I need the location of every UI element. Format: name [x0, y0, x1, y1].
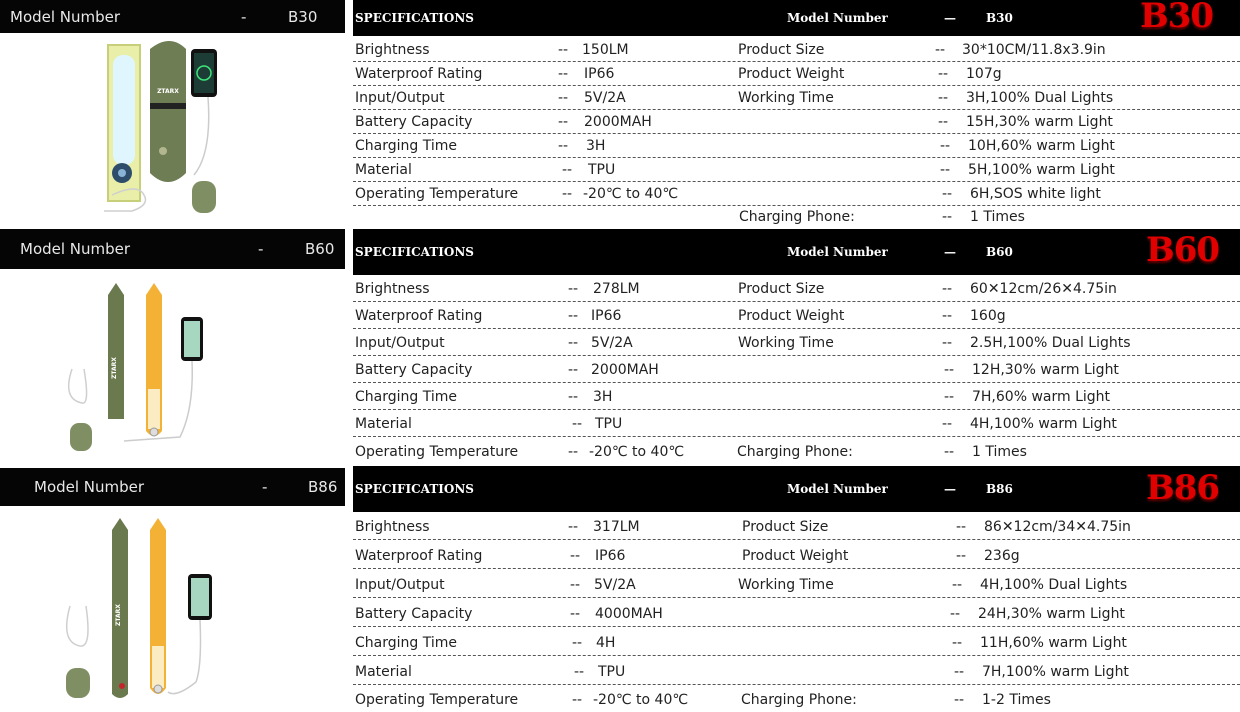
- spec-separator-right: --: [938, 89, 949, 106]
- spec-value: 278LM: [593, 281, 640, 297]
- product-image-b30: [0, 33, 345, 227]
- spec-row: [353, 304, 1240, 329]
- spec-value: TPU: [598, 663, 626, 680]
- model-bar-label: Model Number: [34, 478, 145, 496]
- spec-separator: --: [568, 335, 579, 351]
- spec-separator: --: [562, 185, 573, 202]
- spec-row: [353, 182, 1240, 206]
- big-model-label: B30: [1140, 0, 1214, 36]
- header-dash: —: [944, 482, 956, 496]
- spec-value: 5V/2A: [594, 576, 636, 593]
- spec-separator: --: [568, 518, 579, 535]
- spec-row: [353, 277, 1240, 302]
- spec-separator-right: --: [942, 281, 953, 297]
- spec-label-right: Product Weight: [742, 547, 849, 564]
- spec-label-right: Product Size: [742, 518, 829, 535]
- spec-separator: --: [568, 389, 579, 405]
- spec-header: [353, 466, 1240, 512]
- brand-print: ZTARX: [111, 357, 118, 379]
- spec-separator-right: --: [952, 634, 963, 651]
- spec-value-right: 236g: [984, 547, 1020, 564]
- spec-value: 150LM: [582, 41, 629, 58]
- spec-label: Brightness: [355, 41, 430, 58]
- spec-value: 5V/2A: [584, 89, 626, 106]
- spec-label: Input/Output: [355, 89, 445, 106]
- spec-label: Waterproof Rating: [355, 65, 483, 82]
- spec-separator-right: --: [942, 185, 953, 202]
- spec-separator: --: [562, 161, 573, 178]
- spec-value: -20℃ to 40℃: [589, 443, 685, 460]
- spec-value: TPU: [588, 161, 616, 178]
- spec-label: Charging Time: [355, 389, 457, 405]
- spec-row: [353, 572, 1240, 598]
- model-bar-b86: [0, 468, 345, 506]
- spec-value: 3H: [586, 137, 606, 154]
- spec-value: IP66: [584, 65, 615, 82]
- spec-value: 317LM: [593, 518, 640, 535]
- header-model-label: Model Number: [787, 482, 888, 496]
- spec-separator: --: [572, 416, 583, 432]
- spec-value: TPU: [595, 416, 623, 432]
- spec-label-right: Product Weight: [738, 308, 845, 324]
- spec-label-right: Charging Phone:: [737, 443, 853, 460]
- spec-value: IP66: [591, 308, 622, 324]
- spec-value-right: 4H,100% warm Light: [970, 416, 1117, 432]
- spec-row: [353, 110, 1240, 134]
- spec-value-right: 4H,100% Dual Lights: [980, 576, 1128, 593]
- spec-value-right: 1 Times: [970, 208, 1025, 225]
- spec-separator: --: [570, 547, 581, 564]
- spec-block-b86: [353, 466, 1240, 712]
- spec-row: [353, 38, 1240, 62]
- spec-separator: --: [574, 663, 585, 680]
- spec-value: 5V/2A: [591, 335, 633, 351]
- spec-value-right: 107g: [966, 65, 1002, 82]
- spec-separator-right: --: [942, 308, 953, 324]
- spec-label: Material: [355, 161, 412, 178]
- spec-separator: --: [558, 113, 569, 130]
- spec-label: Battery Capacity: [355, 362, 473, 378]
- spec-label: Input/Output: [355, 576, 445, 593]
- spec-row: [353, 543, 1240, 569]
- spec-value-right: 15H,30% warm Light: [966, 113, 1113, 130]
- model-bar-label: Model Number: [20, 240, 131, 258]
- spec-value-right: 11H,60% warm Light: [980, 634, 1127, 651]
- spec-value-right: 5H,100% warm Light: [968, 161, 1115, 178]
- spec-row: [353, 134, 1240, 158]
- spec-value: 4H: [596, 634, 616, 651]
- spec-value-right: 7H,100% warm Light: [982, 663, 1129, 680]
- brand-print: ZTARX: [157, 88, 179, 95]
- spec-separator-right: --: [944, 443, 955, 460]
- spec-label-right: Charging Phone:: [741, 692, 857, 708]
- spec-value-right: 1 Times: [972, 443, 1027, 460]
- spec-row: [353, 514, 1240, 540]
- spec-separator: --: [568, 281, 579, 297]
- spec-value-right: 24H,30% warm Light: [978, 605, 1125, 622]
- spec-separator-right: --: [956, 518, 967, 535]
- specifications-label: SPECIFICATIONS: [355, 245, 474, 259]
- spec-value: 4000MAH: [595, 605, 663, 622]
- spec-label-right: Working Time: [738, 335, 834, 351]
- spec-separator-right: --: [944, 389, 955, 405]
- spec-label: Operating Temperature: [355, 443, 519, 460]
- spec-label-right: Product Weight: [738, 65, 845, 82]
- spec-header: [353, 0, 1240, 36]
- spec-separator: --: [570, 605, 581, 622]
- spec-value-right: 7H,60% warm Light: [972, 389, 1111, 405]
- spec-value-right: 1-2 Times: [982, 692, 1051, 708]
- spec-separator: --: [568, 362, 579, 378]
- spec-separator: --: [558, 41, 569, 58]
- spec-label-right: Working Time: [738, 89, 834, 106]
- spec-row: [353, 601, 1240, 627]
- spec-value: -20℃ to 40℃: [583, 185, 679, 202]
- spec-separator-right: --: [956, 547, 967, 564]
- spec-row: [353, 385, 1240, 410]
- spec-separator-right: --: [938, 113, 949, 130]
- spec-separator-right: --: [940, 161, 951, 178]
- spec-row: [353, 331, 1240, 356]
- model-bar-label: Model Number: [10, 7, 121, 26]
- big-model-label: B60: [1146, 230, 1220, 270]
- spec-label-right: Charging Phone:: [739, 208, 855, 225]
- spec-separator: --: [558, 89, 569, 106]
- header-model: B30: [986, 11, 1013, 25]
- spec-separator-right: --: [942, 208, 953, 225]
- spec-separator: --: [572, 692, 583, 708]
- specifications-label: SPECIFICATIONS: [355, 482, 474, 496]
- header-model: B60: [986, 245, 1013, 259]
- spec-separator-right: --: [950, 605, 961, 622]
- spec-separator: --: [572, 634, 583, 651]
- spec-value: 3H: [593, 389, 613, 405]
- spec-label: Waterproof Rating: [355, 547, 483, 564]
- spec-block-b30: [353, 0, 1240, 228]
- spec-value-right: 86✕12cm/34✕4.75in: [984, 518, 1131, 535]
- model-bar-model: B86: [308, 478, 338, 496]
- spec-separator: --: [570, 576, 581, 593]
- spec-separator: --: [568, 443, 579, 460]
- header-model-label: Model Number: [787, 245, 888, 259]
- spec-separator-right: --: [938, 65, 949, 82]
- spec-separator-right: --: [954, 692, 965, 708]
- header-dash: —: [944, 245, 956, 259]
- spec-row: [353, 412, 1240, 437]
- spec-row: [353, 439, 1240, 464]
- spec-label-right: Product Size: [738, 41, 825, 58]
- spec-row: [353, 630, 1240, 656]
- product-image-b86: [0, 506, 345, 712]
- spec-row: [353, 688, 1240, 712]
- spec-label: Brightness: [355, 518, 430, 535]
- spec-separator: --: [568, 308, 579, 324]
- spec-separator-right: --: [944, 362, 955, 378]
- spec-label: Operating Temperature: [355, 185, 519, 202]
- spec-value: 2000MAH: [591, 362, 659, 378]
- model-bar-dash: -: [262, 478, 268, 496]
- spec-value: IP66: [595, 547, 626, 564]
- model-bar-model: B30: [288, 7, 318, 26]
- spec-value-right: 3H,100% Dual Lights: [966, 89, 1114, 106]
- big-model-label: B86: [1146, 468, 1220, 508]
- spec-label-right: Working Time: [738, 576, 834, 593]
- spec-row: [353, 659, 1240, 685]
- spec-separator-right: --: [952, 576, 963, 593]
- spec-label: Charging Time: [355, 137, 457, 154]
- spec-label: Operating Temperature: [355, 692, 519, 708]
- spec-value-right: 10H,60% warm Light: [968, 137, 1115, 154]
- spec-value: -20℃ to 40℃: [593, 692, 689, 708]
- model-bar-b60: [0, 229, 345, 269]
- spec-separator-right: --: [954, 663, 965, 680]
- spec-row: [353, 86, 1240, 110]
- spec-row: [353, 206, 1240, 227]
- spec-value-right: 60✕12cm/26✕4.75in: [970, 281, 1117, 297]
- brand-print: ZTARX: [115, 604, 122, 626]
- spec-separator-right: --: [942, 416, 953, 432]
- spec-separator-right: --: [935, 41, 946, 58]
- model-bar-model: B60: [305, 240, 335, 258]
- model-bar-dash: -: [258, 240, 264, 258]
- product-image-b60: [0, 269, 345, 464]
- spec-value-right: 30*10CM/11.8x3.9in: [962, 41, 1106, 58]
- model-bar-dash: -: [241, 7, 247, 26]
- spec-label: Input/Output: [355, 335, 445, 351]
- spec-separator-right: --: [940, 137, 951, 154]
- spec-value-right: 6H,SOS white light: [970, 185, 1101, 202]
- spec-separator: --: [558, 137, 569, 154]
- spec-value: 2000MAH: [584, 113, 652, 130]
- spec-label: Charging Time: [355, 634, 457, 651]
- spec-value-right: 160g: [970, 308, 1006, 324]
- spec-label: Material: [355, 663, 412, 680]
- spec-label-right: Product Size: [738, 281, 825, 297]
- spec-row: [353, 358, 1240, 383]
- spec-label: Battery Capacity: [355, 113, 473, 130]
- spec-separator-right: --: [942, 335, 953, 351]
- header-model-label: Model Number: [787, 11, 888, 25]
- spec-label: Waterproof Rating: [355, 308, 483, 324]
- header-dash: —: [944, 11, 956, 25]
- spec-label: Battery Capacity: [355, 605, 473, 622]
- spec-label: Brightness: [355, 281, 430, 297]
- model-bar-b30: [0, 0, 345, 33]
- header-model: B86: [986, 482, 1013, 496]
- spec-label: Material: [355, 416, 412, 432]
- spec-header: [353, 229, 1240, 275]
- spec-value-right: 12H,30% warm Light: [972, 362, 1119, 378]
- specifications-label: SPECIFICATIONS: [355, 11, 474, 25]
- spec-block-b60: [353, 229, 1240, 466]
- spec-separator: --: [558, 65, 569, 82]
- spec-value-right: 2.5H,100% Dual Lights: [970, 335, 1131, 351]
- spec-row: [353, 158, 1240, 182]
- spec-row: [353, 62, 1240, 86]
